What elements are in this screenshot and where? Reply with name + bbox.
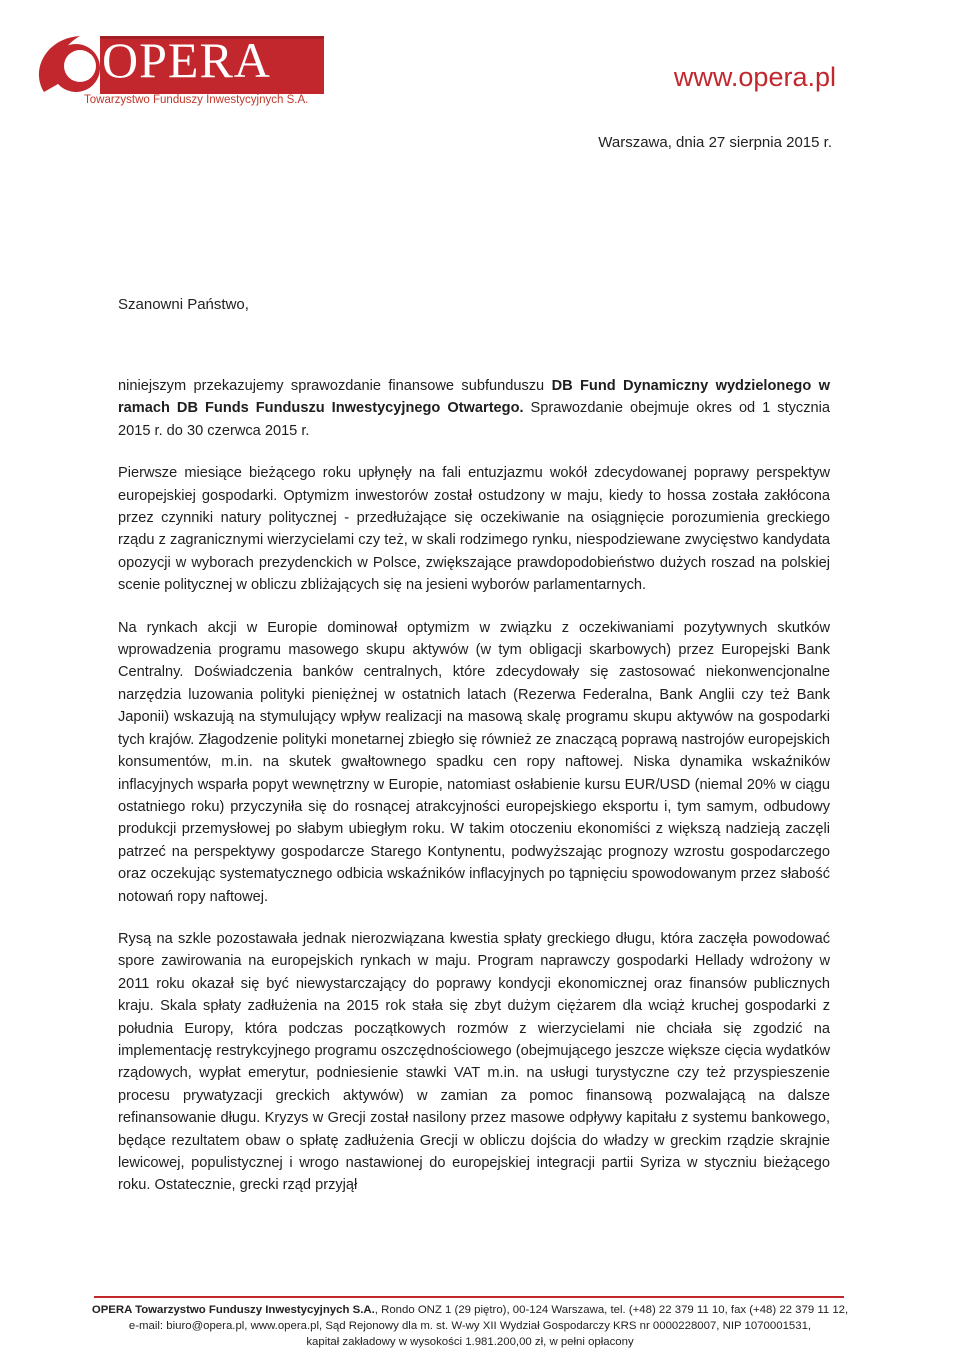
footer-line-2: e-mail: biuro@opera.pl, www.opera.pl, Sąd Rejonowy dla m. st. W-wy XII Wydział Gospodarczy KRS nr 0000228007, NIP 1070001531, xyxy=(128,1320,812,1332)
letter-body xyxy=(118,375,830,1217)
letter-date: Warszawa, dnia 27 sierpnia 2015 r. xyxy=(598,134,832,151)
paragraph-4: Rysą na szkle pozostawała jednak nierozwiązana kwestia spłaty greckiego długu, która zaczęła powodować spore zawirowania na europejskich rynkach w maju. Program naprawczy gospodarki Hellady wdrożony w 2011 roku okazał się być niewystarczający do poprawy kondycji ekonomicznej oraz finansów publicznych kraju. Skala spłaty zadłużenia na 2015 rok stała się zbyt dużym ciężarem dla wciąż kruchej gospodarki z południa Europy, która podczas początkowych rozmów z wierzycielami nie chciała się zgodzić na implementację restrykcyjnego programu oszczędnościowego (obejmującego jeszcze większe cięcia wydatków rządowych, wypłat emerytur, podniesienie stawki VAT m.in. na usługi turystyczne czy też przyspieszenie procesu prywatyzacji greckich aktywów) w zamian za pomoc finansową pozwalającą na dalsze refinansowanie długu. Kryzys w Grecji został nasilony przez masowe odpływy kapitału z systemu bankowego, będące rezultatem obaw o spłatę zadłużenia Grecji w obliczu dojścia do władzy w greckim rządzie skrajnie lewicowej, populistycznej i wrogo nastawionej do europejskiej integracji partii Syriza w styczniu bieżącego roku. Ostatecznie, grecki rząd przyjął xyxy=(118,930,830,1194)
paragraph-1-period: Sprawozdanie obejmuje okres od 1 stycznia 2015 r. do 30 czerwca 2015 r. xyxy=(118,400,831,439)
paragraph-1 xyxy=(118,375,830,442)
logo-subtitle: Towarzystwo Funduszy Inwestycyjnych S.A. xyxy=(84,94,309,106)
paragraph-1-intro: niniejszym przekazujemy sprawozdanie finansowe subfunduszu xyxy=(118,378,552,394)
paragraph-2: Pierwsze miesiące bieżącego roku upłynęły na fali entuzjazmu wokół zdecydowanej poprawy perspektyw europejskiej gospodarki. Optymizm inwestorów został ostudzony w maju, kiedy to hossa została zakłócona przez czynniki natury politycznej - przedłużające się oczekiwanie na osiągnięcie porozumienia greckiego rządu z zagranicznymi wierzycielami czy też, w skali rodzimego rynku, niespodziewane zwycięstwo kandydata opozycji w wyborach prezydenckich w Polsce, zwiększające prawdopodobieństwo dużych roszad na polskiej scenie politycznej w obliczu zbliżających się na jesieni wyborów parlamentarnych. xyxy=(118,465,830,594)
salutation: Szanowni Państwo, xyxy=(118,296,249,313)
footer xyxy=(90,1302,850,1350)
paragraph-3: Na rynkach akcji w Europie dominował optymizm w związku z oczekiwaniami pozytywnych skutków wprowadzenia programu masowego skupu aktywów (w tym obligacji skarbowych) przez Europejski Bank Centralny. Doświadczenia banków centralnych, które zdecydowały się zastosować niekonwencjonalne narzędzia luzowania polityki pieniężnej w ostatnich latach (Rezerwa Federalna, Bank Anglii czy też Bank Japonii) wskazują na stymulujący wpływ realizacji na masową skalę programu skupu aktywów na gospodarki tych krajów. Złagodzenie polityki monetarnej zbiegło się również ze znaczącą poprawą nastrojów europejskich konsumentów, m.in. na skutek gwałtownego spadku cen ropy naftowej. Niska dynamika wskaźników inflacyjnych wsparła popyt wewnętrzny w Europie, natomiast osłabienie kursu EUR/USD (niemal 20% w ciągu ostatniego roku) przyczyniła się do rosnącej atrakcyjności europejskiego eksportu i, tym samym, odbudowy produkcji przemysłowej po słabym ubiegłym roku. W takim otoczeniu ekonomiści z większą nadzieją zaczęli patrzeć na perspektywy gospodarcze Starego Kontynentu, podwyższając prognozy wzrostu gospodarczego oraz oczekując systematycznego odbicia wskaźników inflacyjnych po tąpnięciu spowodowanym przez słabość notowań ropy naftowej. xyxy=(118,619,830,905)
footer-divider xyxy=(94,1296,844,1298)
footer-line-3: kapitał zakładowy w wysokości 1.981.200,00 zł, w pełni opłacony xyxy=(306,1336,634,1348)
footer-company: OPERA Towarzystwo Funduszy Inwestycyjnych S.A. xyxy=(91,1304,375,1316)
logo-wordmark: OPERA xyxy=(102,32,271,88)
opera-logo xyxy=(36,30,326,106)
fund-name: DB Fund Dynamiczny wydzielonego w ramach DB Funds Funduszu Inwestycyjnego Otwartego. xyxy=(118,378,830,417)
website-link[interactable]: www.opera.pl xyxy=(673,62,836,92)
footer-line-1 xyxy=(90,1302,850,1318)
footer-address: , Rondo ONZ 1 (29 piętro), 00-124 Warszawa, tel. (+48) 22 379 11 10, fax (+48) 22 379 11 12, xyxy=(374,1304,849,1316)
